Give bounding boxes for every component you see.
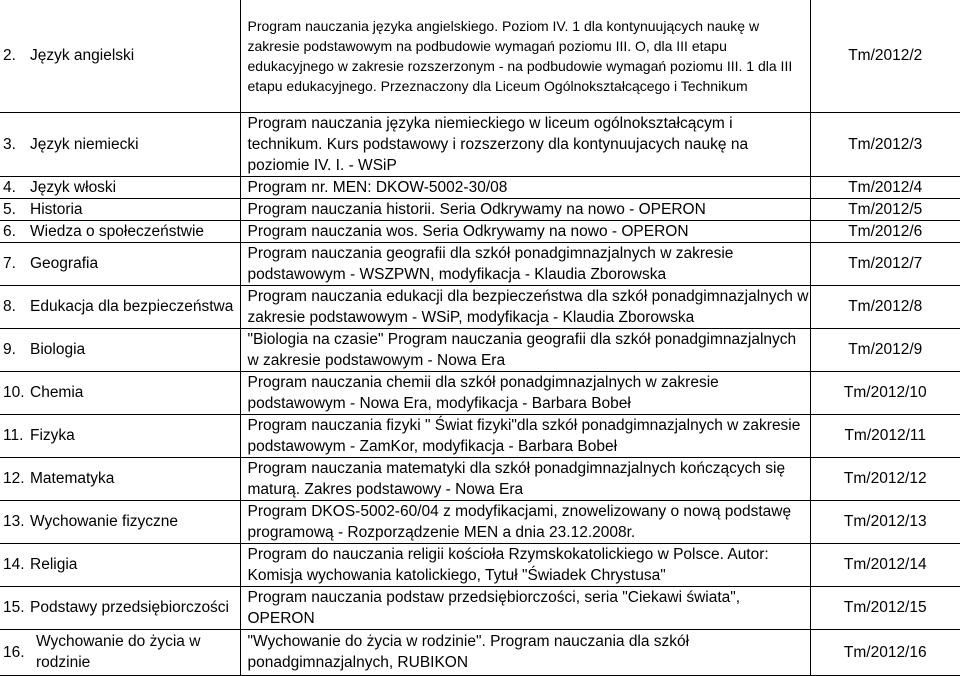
row-number: 12. (3, 470, 25, 487)
row-number: 7. (3, 255, 16, 272)
program-text: Program nauczania geografii dla szkół ponadgimnazjalnych w zakresie podstawowym - WSZPWN, modyfikacja - Klaudia Zborowska (247, 244, 734, 283)
program-cell (240, 242, 810, 285)
program-text: Program nauczania języka angielskiego. Poziom IV. 1 dla kontynuujących naukę w zakresie podstawowym na podbudowie wymagań poziomu III. O, dla III etapu edukacyjnego w zakresie rozszerzonym - na podbudowie wymagań poziomu III. 1 dla III etapu edukacyjnego. Przeznaczony dla Liceum Ogólnokształcącego i Technikum (247, 17, 793, 94)
row-number: 9. (3, 341, 16, 358)
subject-cell (0, 242, 240, 285)
program-cell (240, 112, 810, 176)
subject-cell (0, 0, 240, 112)
code-cell: Tm/2012/3 (810, 112, 960, 176)
program-text: Program DKOS-5002-60/04 z modyfikacjami, znowelizowany o nową podstawę programową - Rozporządzenie MEN a dnia 23.12.2008r. (247, 502, 792, 541)
code-cell: Tm/2012/16 (810, 629, 960, 675)
row-number: 13. (3, 513, 25, 530)
row-number: 6. (3, 222, 16, 240)
code-cell: Tm/2012/7 (810, 242, 960, 285)
program-text: "Biologia na czasie" Program nauczania geografii dla szkół ponadgimnazjalnych w zakresie podstawowym - Nowa Era (247, 330, 797, 369)
subject-cell (0, 586, 240, 629)
program-text: Program nauczania chemii dla szkół ponadgimnazjalnych w zakresie podstawowym - Nowa Era, modyfikacja - Barbara Bobeł (247, 373, 719, 412)
row-number: 10. (3, 384, 25, 401)
subject-cell (0, 543, 240, 586)
program-cell (240, 198, 810, 220)
subject-name: Wychowanie do życia w rodzinie (36, 633, 201, 671)
program-cell (240, 629, 810, 675)
program-cell (240, 328, 810, 371)
table-row (0, 328, 960, 371)
program-text: Program nauczania wos. Seria Odkrywamy na nowo - OPERON (247, 222, 689, 240)
code-cell: Tm/2012/9 (810, 328, 960, 371)
row-number: 11. (3, 427, 24, 444)
table-row (0, 543, 960, 586)
table-row (0, 457, 960, 500)
subject-name: Język angielski (30, 47, 135, 65)
program-cell (240, 586, 810, 629)
row-number: 8. (3, 298, 16, 315)
subject-name: Edukacja dla bezpieczeństwa (30, 298, 234, 315)
table-row (0, 629, 960, 675)
code-cell: Tm/2012/15 (810, 586, 960, 629)
code-cell: Tm/2012/13 (810, 500, 960, 543)
subject-cell (0, 629, 240, 675)
table-row (0, 0, 960, 112)
row-number: 2. (3, 47, 16, 65)
program-text: Program do nauczania religii kościoła Rzymskokatolickiego w Polsce. Autor: Komisja wychowania katolickiego, Tytuł "Świadek Chrystusa" (247, 545, 769, 584)
subject-name: Biologia (30, 341, 86, 358)
table-row (0, 112, 960, 176)
program-cell (240, 220, 810, 242)
subject-name: Geografia (30, 255, 99, 272)
program-text: Program nr. MEN: DKOW-5002-30/08 (247, 178, 508, 196)
program-cell (240, 285, 810, 328)
code-cell: Tm/2012/12 (810, 457, 960, 500)
subject-cell (0, 285, 240, 328)
subject-name: Język niemiecki (30, 135, 139, 153)
table-row (0, 220, 960, 242)
program-cell (240, 0, 810, 112)
subject-cell (0, 112, 240, 176)
subject-name: Podstawy przedsiębiorczości (30, 599, 230, 616)
code-cell: Tm/2012/11 (810, 414, 960, 457)
code-cell: Tm/2012/14 (810, 543, 960, 586)
program-text: "Wychowanie do życia w rodzinie". Program nauczania dla szkół ponadgimnazjalnych, RUBIKON (247, 633, 690, 671)
program-cell (240, 500, 810, 543)
subject-name: Wychowanie fizyczne (30, 513, 179, 530)
subject-name: Historia (30, 200, 83, 218)
program-cell (240, 371, 810, 414)
subject-name: Chemia (30, 384, 84, 401)
subject-name: Język włoski (30, 178, 117, 196)
code-cell: Tm/2012/6 (810, 220, 960, 242)
code-cell: Tm/2012/8 (810, 285, 960, 328)
program-text: Program nauczania fizyki " Świat fizyki"dla szkół ponadgimnazjalnych w zakresie podstawowym - ZamKor, modyfikacja - Barbara Bobeł (247, 416, 801, 455)
subject-cell (0, 220, 240, 242)
code-cell: Tm/2012/5 (810, 198, 960, 220)
table-row (0, 414, 960, 457)
subject-name: Matematyka (30, 470, 115, 487)
code-cell: Tm/2012/4 (810, 176, 960, 198)
code-cell: Tm/2012/2 (810, 0, 960, 112)
subject-name: Wiedza o społeczeństwie (30, 222, 205, 240)
row-number: 16. (3, 643, 25, 661)
subject-cell (0, 198, 240, 220)
subject-name: Religia (30, 556, 78, 573)
table-row (0, 242, 960, 285)
table-row (0, 176, 960, 198)
program-text: Program nauczania podstaw przedsiębiorczości, seria "Ciekawi świata", OPERON (247, 588, 741, 627)
row-number: 14. (3, 556, 25, 573)
subject-name: Fizyka (30, 427, 75, 444)
program-cell (240, 414, 810, 457)
program-text: Program nauczania języka niemieckiego w liceum ogólnokształcącym i technikum. Kurs podstawowy i rozszerzony dla kontynuujacych naukę na poziomie IV. I. - WSiP (247, 114, 749, 174)
program-cell (240, 457, 810, 500)
row-number: 15. (3, 599, 25, 616)
program-text: Program nauczania edukacji dla bezpieczeństwa dla szkół ponadgimnazjalnych w zakresie podstawowym - WSiP, modyfikacja - Klaudia Zborowska (247, 287, 809, 326)
subject-cell (0, 457, 240, 500)
subject-cell (0, 414, 240, 457)
table-row (0, 586, 960, 629)
table-row (0, 371, 960, 414)
code-cell: Tm/2012/10 (810, 371, 960, 414)
subject-cell (0, 328, 240, 371)
program-cell (240, 543, 810, 586)
row-number: 3. (3, 135, 16, 153)
subject-cell (0, 500, 240, 543)
table-row (0, 500, 960, 543)
program-text: Program nauczania historii. Seria Odkrywamy na nowo - OPERON (247, 200, 706, 218)
program-cell (240, 176, 810, 198)
table-row (0, 285, 960, 328)
row-number: 5. (3, 200, 16, 218)
row-number: 4. (3, 178, 16, 196)
program-text: Program nauczania matematyki dla szkół ponadgimnazjalnych kończących się maturą. Zakres podstawowy - Nowa Era (247, 459, 786, 498)
table-row (0, 198, 960, 220)
subject-cell (0, 176, 240, 198)
subject-cell (0, 371, 240, 414)
